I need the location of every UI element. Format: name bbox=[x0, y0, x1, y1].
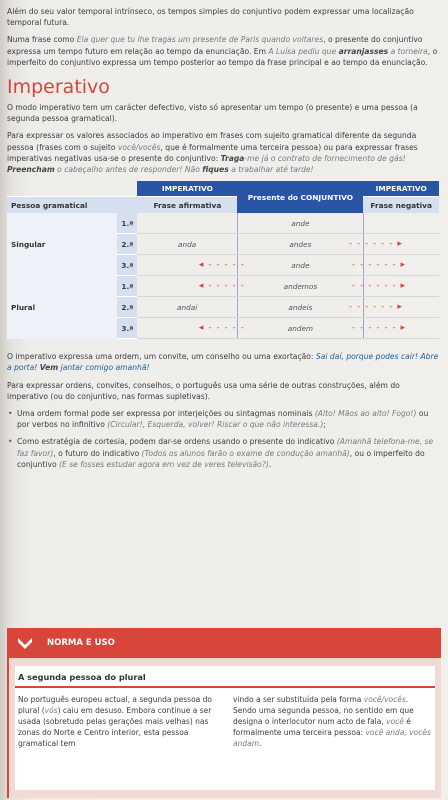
conj-1: ande bbox=[237, 213, 363, 234]
arrow-left-icon: ◂ - - - - - bbox=[198, 323, 245, 334]
conj-6: andem bbox=[237, 318, 363, 339]
intro-text-2b: , o presente do conjuntivo expressa um tempo futuro em relação ao tempo da enunciação. Em bbox=[7, 35, 423, 56]
ordem-paragraph-1 bbox=[7, 351, 439, 373]
intro-text-2c: , o imperfeito do conjuntivo expressa um tempo posterior ao tempo da frase principal e ao tempo da enunciação. bbox=[7, 46, 438, 67]
neg-2 bbox=[363, 234, 439, 255]
header-frase-negativa: Frase negativa bbox=[363, 197, 439, 214]
example-1: -me já o contrato de fornecimento de gás! bbox=[244, 153, 406, 163]
example-2: o cabeçalho antes de responder! bbox=[57, 165, 183, 175]
imperativo-text-1: O modo imperativo tem um carácter defectivo, visto só apresentar um tempo (o presente) e uma pessoa (a segunda pessoa gramatical). bbox=[7, 103, 418, 124]
norma-voce: você bbox=[386, 717, 404, 726]
bullet-2-text-b: , o futuro do indicativo bbox=[53, 448, 142, 458]
norma-subtitle: A segunda pessoa do plural bbox=[18, 672, 146, 682]
header-imperativo: IMPERATIVO bbox=[137, 181, 237, 197]
norma-col2-text-b: . Sendo uma segunda pessoa, no sentido em que designa o interlocutor num acto de fala, bbox=[233, 695, 414, 726]
example-bold-3: fiques bbox=[202, 165, 229, 175]
arrow-right-icon: - - - - - - ▸ bbox=[351, 260, 407, 271]
arrow-right-icon: - - - - - - ▸ bbox=[351, 281, 407, 292]
ordem-example-1: Sai daí, porque podes cair! bbox=[315, 352, 419, 362]
norma-column-2 bbox=[233, 694, 433, 749]
person-3-singular: 3.ª bbox=[117, 255, 137, 276]
neg-6 bbox=[351, 318, 439, 339]
neg-4 bbox=[351, 276, 439, 297]
header-imperativo-2: IMPERATIVO bbox=[363, 181, 439, 197]
person-2-plural: 2.ª bbox=[117, 297, 137, 318]
group-singular: Singular bbox=[7, 213, 117, 276]
chevron-down-icon bbox=[17, 635, 33, 651]
example-bold-2: Preencham bbox=[7, 165, 55, 175]
norma-example: você anda, vocês andam bbox=[233, 728, 431, 748]
intro-paragraph-1 bbox=[7, 6, 439, 28]
header-pessoa-gramatical: Pessoa gramatical bbox=[7, 197, 137, 214]
norma-col1-text-a: No português europeu actual, a segunda pessoa do plural ( bbox=[18, 695, 212, 715]
norma-vos: vós bbox=[44, 706, 58, 715]
header-presente-conjuntivo: Presente do CONJUNTIVO bbox=[237, 181, 363, 213]
conj-5 bbox=[237, 297, 403, 318]
neg-1 bbox=[363, 213, 439, 234]
person-1-plural: 1.ª bbox=[117, 276, 137, 297]
norma-title: NORMA E USO bbox=[47, 638, 115, 648]
norma-col2-text-c: é formalmente uma terceira pessoa: bbox=[233, 717, 411, 737]
norma-voces: você/vocês bbox=[363, 695, 406, 704]
bullet-2-text-a: Como estratégia de cortesia, podem dar-se ordens usando o presente do indicativo bbox=[17, 437, 337, 447]
conj-3: ande bbox=[237, 255, 363, 276]
conjugation-table bbox=[7, 181, 439, 339]
bullet-2-text-c: , ou o imperfeito do conjuntivo bbox=[17, 448, 425, 469]
afirm-5: andai bbox=[137, 297, 237, 318]
afirm-2: anda bbox=[137, 234, 237, 255]
bullet-1 bbox=[7, 408, 439, 430]
bullet-1-example-2: (Circular!, Esquerda, volver! Riscar o que não interessa.) bbox=[107, 420, 324, 430]
intro-example-2: A Luísa pediu que bbox=[268, 46, 337, 56]
intro-bold-verb: arranjasses bbox=[338, 46, 389, 56]
intro-example-1: Ela quer que tu lhe tragas um presente de Paris quando voltares bbox=[76, 35, 324, 45]
neg-5 bbox=[363, 297, 439, 318]
bullet-2-example-3: (E se fosses estudar agora em vez de veres televisão?) bbox=[59, 459, 269, 469]
bullet-2-text-d: . bbox=[268, 459, 272, 469]
imperativo-paragraph-1 bbox=[7, 102, 439, 124]
group-plural: Plural bbox=[7, 276, 117, 339]
arrow-left-icon: ◂ - - - - - bbox=[198, 281, 245, 292]
conj-2-text: andes bbox=[289, 239, 312, 249]
intro-text-1: Além do seu valor temporal intrínseco, os tempos simples do conjuntivo podem expressar uma localização temporal futura. bbox=[7, 7, 414, 28]
person-3-plural: 3.ª bbox=[117, 318, 137, 339]
conj-5-text: andeis bbox=[288, 302, 313, 312]
afirm-1 bbox=[137, 213, 237, 234]
imperativo-text-2b: , que é formalmente uma terceira pessoa) ou para expressar frases imperativas negativas usa-se o presente do conjuntivo: bbox=[7, 142, 418, 163]
neg-3 bbox=[351, 255, 439, 276]
bullet-2-example-2: (Todos os alunos farão o exame de condução amanhã) bbox=[141, 448, 350, 458]
arrow-left-icon: ◂ - - - - - bbox=[198, 260, 245, 271]
ordem-text-1: O imperativo expressa uma ordem, um convite, um conselho ou uma exortação: bbox=[7, 352, 316, 362]
norma-col2-text-d: . bbox=[259, 739, 262, 748]
ordem-example-3: jantar comigo amanhã! bbox=[60, 363, 150, 373]
norma-header bbox=[9, 628, 441, 658]
norma-column-1 bbox=[18, 694, 218, 749]
norma-inner bbox=[15, 666, 435, 790]
afirm-3 bbox=[137, 255, 245, 276]
bullet-1-text-c: ; bbox=[323, 420, 326, 430]
arrow-right-icon: - - - - - - ▸ bbox=[348, 239, 403, 250]
bullet-2 bbox=[7, 436, 439, 470]
afirm-4 bbox=[137, 276, 245, 297]
intro-text-2a: Numa frase como bbox=[7, 35, 77, 45]
example-3-pre: Não bbox=[184, 165, 200, 175]
norma-col2-text-a: vindo a ser substituída pela forma bbox=[233, 695, 364, 704]
main-content bbox=[7, 6, 439, 476]
norma-uso-box bbox=[7, 628, 441, 798]
section-title: Imperativo bbox=[7, 76, 110, 99]
header-frase-afirmativa: Frase afirmativa bbox=[137, 197, 237, 214]
intro-paragraph-2 bbox=[7, 34, 439, 68]
arrow-right-icon: - - - - - - ▸ bbox=[351, 323, 407, 334]
bullet-1-example-1: (Alto! Mãos ao alto! Fogo!) bbox=[314, 409, 417, 419]
norma-divider bbox=[15, 686, 435, 688]
bullet-1-text-b: ou por verbos no infinitivo bbox=[17, 409, 429, 430]
conj-4: andemos bbox=[237, 276, 363, 297]
voce-term: você/vocês bbox=[117, 142, 161, 152]
example-3: a trabalhar até tarde! bbox=[231, 165, 314, 175]
bullet-1-text-a: Uma ordem formal pode ser expressa por interjeições ou sintagmas nominais bbox=[17, 409, 315, 419]
imperativo-paragraph-2 bbox=[7, 130, 439, 175]
ordem-example-2: Abre a porta! bbox=[7, 352, 439, 373]
imperativo-text-2a: Para expressar os valores associados ao imperativo em frases com sujeito gramatical diferente da segunda pessoa (frases com o sujeito bbox=[7, 131, 417, 152]
afirm-6 bbox=[137, 318, 245, 339]
person-1-singular: 1.ª bbox=[117, 213, 137, 234]
example-bold-1: Traga bbox=[220, 153, 245, 163]
person-2-singular: 2.ª bbox=[117, 234, 137, 255]
norma-col1-text-b: ) caiu em desuso. Embora continue a ser usada (sobretudo pelas gerações mais velhas) nas zonas do Norte e Centro interior, esta pessoa gramatical tem bbox=[18, 706, 212, 748]
conj-2 bbox=[237, 234, 403, 255]
ordem-bold-vem: Vem bbox=[39, 363, 59, 373]
ordem-paragraph-2: Para expressar ordens, convites, conselhos, o português usa uma série de outras construções, além do imperativo (ou do conjuntivo, nas formas supletivas). bbox=[7, 380, 400, 401]
bullet-2-example-1: (Amanhã telefona-me, se faz favor) bbox=[17, 437, 434, 458]
arrow-right-icon: - - - - - - ▸ bbox=[348, 302, 403, 313]
intro-example-3: a torneira bbox=[390, 46, 428, 56]
